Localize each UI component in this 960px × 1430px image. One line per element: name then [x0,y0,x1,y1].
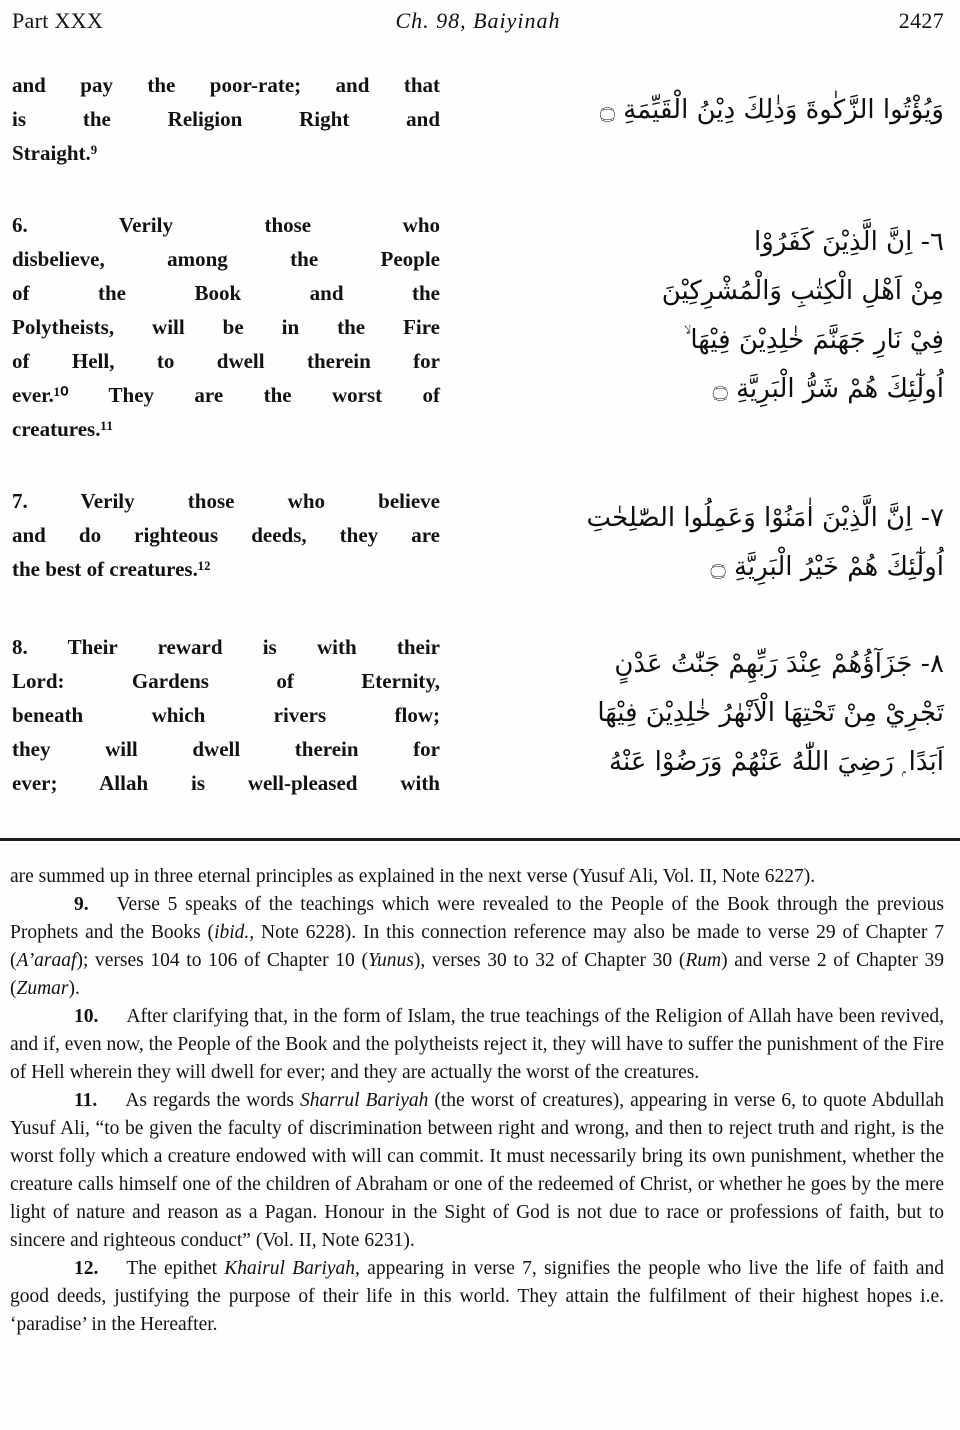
footnote-continuation [10,863,944,891]
footnote-text: The epithet Khairul Bariyah, appearing in verse 7, signifies the people who live the life of faith and good deeds, justifying the purpose of their life in this world. They attain the fulfilment of their highest hopes i.e. ‘paradise’ in the Hereafter. [10,1258,944,1335]
footnote-11 [10,1087,944,1255]
verse-6-arabic: ٦- اِنَّ الَّذِيْنَ كَفَرُوْا مِنْ اَهْلِ الْكِتٰبِ وَالْمُشْرِكِيْنَ فِيْ نَارِ جَهَنَّمَ خٰلِدِيْنَ فِيْهَا ۙ اُولٰٓئِكَ هُمْ شَرُّ الْبَرِيَّةِ ۝ [661,227,944,404]
footnotes-section [0,853,960,1339]
footnote-number: 10. [74,1006,99,1027]
verse-5-english-continuation: and pay the poor-rate; and that is the Religion Right and Straight.⁹ [12,73,440,165]
footnote-divider [0,838,960,841]
verse-8-arabic: ٨- جَزَآؤُهُمْ عِنْدَ رَبِّهِمْ جَنّٰتُ عَدْنٍ تَجْرِيْ مِنْ تَحْتِهَا الْاَنْهٰرُ خٰلِدِيْنَ فِيْهَا اَبَدًا ۭ رَضِيَ اللّٰهُ عَنْهُمْ وَرَضُوْا عَنْهُ [597,649,944,777]
page-number: 2427 [898,8,944,33]
footnote-text: After clarifying that, in the form of Islam, the true teachings of the Religion of Allah have been revived, and if, even now, the People of the Book and the polytheists reject it, they will have to suffer the punishment of the Fire of Hell wherein they will dwell for ever; and they are actually the worst of the creatures. [10,1006,944,1083]
verse-row-6 [12,208,944,446]
chapter-title: Ch. 98, Baiyinah [395,8,561,33]
verse-row-7 [12,484,944,592]
verse-7-english: 7. Verily those who believe and do righteous deeds, they are the best of creatures.¹² [12,489,440,581]
footnote-number: 9. [74,894,89,915]
verse-section [0,34,960,800]
footnote-9 [10,891,944,1003]
part-label: Part XXX [12,8,104,33]
footnote-12 [10,1255,944,1339]
verse-row-5-continuation [12,68,944,170]
footnote-10 [10,1003,944,1087]
footnote-text: are summed up in three eternal principles as explained in the next verse (Yusuf Ali, Vol. II, Note 6227). [10,866,816,887]
footnote-number: 12. [74,1258,99,1279]
footnote-number: 11. [74,1090,98,1111]
footnote-text: Verse 5 speaks of the teachings which were revealed to the People of the Book through the previous Prophets and the Books (ibid., Note 6228). In this connection reference may also be made to verse 29 of Chapter 7 (A’araaf); verses 104 to 106 of Chapter 10 (Yunus), verses 30 to 32 of Chapter 30 (Rum) and verse 2 of Chapter 39 (Zumar). [10,894,945,999]
footnote-text: As regards the words Sharrul Bariyah (the worst of creatures), appearing in verse 6, to quote Abdullah Yusuf Ali, “to be given the faculty of discrimination between right and wrong, and then to reject truth and right, is the worst folly which a creature endowed with will can commit. It must necessarily bring its own punishment, whether the creature calls himself one of the children of Abraham or one of the redeemed of Christ, or whether he goes by the mere light of nature and reason as a Pagan. Honour in the Sight of God is not due to race or professions of faith, but to sincere and righteous conduct” (Vol. II, Note 6231). [10,1090,944,1251]
running-header [0,0,960,34]
verse-5-arabic-continuation: وَيُؤْتُوا الزَّكٰوةَ وَذٰلِكَ دِيْنُ الْقَيِّمَةِ ۝ [599,95,944,125]
verse-7-arabic: ٧- اِنَّ الَّذِيْنَ اٰمَنُوْا وَعَمِلُوا الصّٰلِحٰتِ اُولٰٓئِكَ هُمْ خَيْرُ الْبَرِيَّةِ ۝ [586,503,944,582]
verse-6-english: 6. Verily those who disbelieve, among the People of the Book and the Polytheists, will be in the Fire of Hell, to dwell therein for ever.¹⁰ They are the worst of creatures.¹¹ [12,213,440,441]
verse-8-english: 8. Their reward is with their Lord: Gardens of Eternity, beneath which rivers flow; they will dwell therein for ever; Allah is well-pleased with [12,635,440,795]
verse-row-8 [12,630,944,800]
